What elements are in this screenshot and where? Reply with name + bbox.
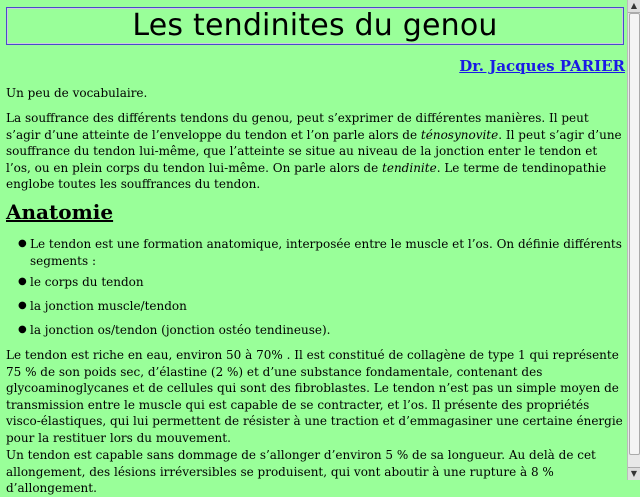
scroll-thumb[interactable] — [629, 13, 640, 455]
intro-text: Un peu de vocabulaire. — [6, 86, 148, 100]
paragraph-vocabulary — [6, 110, 624, 193]
title-box — [6, 7, 624, 45]
bullet-icon: ● — [18, 324, 27, 335]
author-link[interactable]: Dr. Jacques PARIER — [459, 57, 625, 75]
list-item — [18, 236, 624, 269]
bullet-icon: ● — [18, 276, 27, 287]
list-item — [18, 298, 624, 315]
list-item-text: la jonction muscle/tendon — [30, 299, 187, 313]
list-item-text: le corps du tendon — [30, 275, 144, 289]
vertical-scrollbar[interactable] — [627, 0, 640, 480]
para1-text-e: . Le terme de tendinopathie englobe toutes les souffrances du tendon. — [6, 160, 607, 191]
bullet-icon: ● — [18, 238, 27, 249]
list-item — [18, 274, 624, 291]
list-item-text: Le tendon est une formation anatomique, interposée entre le muscle et l’os. On définie différents segments : — [30, 237, 622, 268]
term-tenosynovite: ténosynovite — [420, 127, 499, 142]
page-title: Les tendinites du genou — [132, 8, 498, 43]
para1-text-c: . Il peut s’agir d’une souffrance du tendon lui-même, que l’atteinte se situe au niveau de la jonction enter le tendon et l’os, ou en plein corps du tendon lui-même. On parle alors de — [6, 127, 622, 175]
paragraph-elongation: Un tendon est capable sans dommage de s’allonger d’environ 5 % de sa longueur. Au delà de cet allongement, des lésions irréversibles se produisent, qui vont aboutir à une rupture à 8 % d’allongement. — [6, 448, 596, 495]
bullet-icon: ● — [18, 300, 27, 311]
scroll-down-icon[interactable]: ▼ — [628, 467, 640, 480]
term-tendinite: tendinite — [382, 160, 437, 175]
para1-text-a: La souffrance des différents tendons du genou, peut s’exprimer de différentes manières. Il peut s’agir d’une atteinte de l’enveloppe du tendon et l’on parle alors de — [6, 111, 589, 142]
section-heading-anatomie: Anatomie — [6, 200, 114, 224]
paragraph-composition: Le tendon est riche en eau, environ 50 à 70% . Il est constitué de collagène de type 1 qui représente 75 % de son poids sec, d’élastine (2 %) et d’une substance fondamentale, contenant des glycoaminoglycanes et de cellules qui sont des fibroblastes. Le tendon n’est pas un simple moyen de transmission entre le muscle qui est capable de se contracter, et l’os. Il présente des propriétés visco-élastiques, qui lui permettent de résister à une traction et d’emmagasiner une certaine énergie pour la restituer lors du mouvement. — [6, 348, 623, 445]
list-item-text: la jonction os/tendon (jonction ostéo tendineuse). — [30, 323, 331, 337]
list-item — [18, 322, 624, 339]
scroll-up-icon[interactable]: ▲ — [628, 0, 640, 13]
